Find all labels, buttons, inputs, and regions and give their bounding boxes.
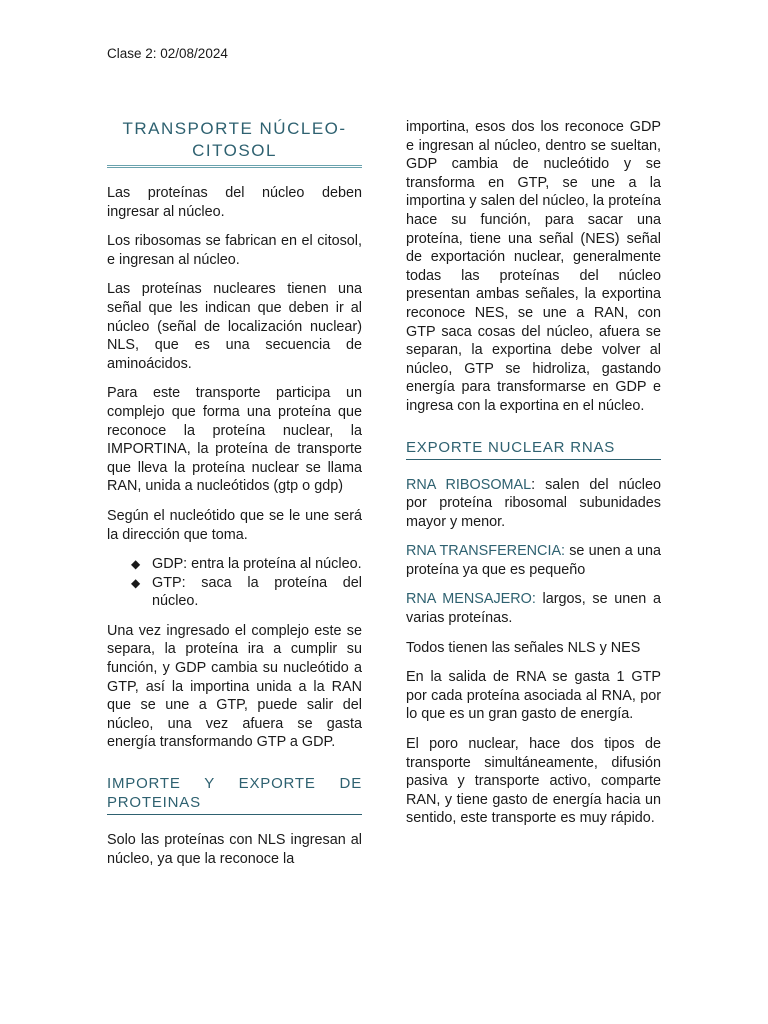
list-item [107, 574, 362, 611]
diamond-bullet-icon: ◆ [131, 557, 141, 572]
section-heading-import-export: IMPORTE Y EXPORTE DE PROTEINAS [107, 774, 362, 815]
paragraph: Una vez ingresado el complejo este se separa, la proteína ira a cumplir su función, y GDP cambia su nucleótido a GTP, así la importina unida a la RAN que se une a GTP, puede salir del núcleo, una vez afuera se gasta energía transformando GTP a GDP. [107, 622, 362, 751]
rna-messenger-text: largos, se unen a varias proteínas. [406, 591, 662, 627]
paragraph: Las proteínas del núcleo deben ingresar al núcleo. [107, 185, 362, 220]
paragraph: Solo las proteínas con NLS ingresan al núcleo, ya que la reconoce la [107, 832, 362, 867]
section-heading-rna-export: EXPORTE NUCLEAR RNAS [406, 438, 661, 460]
rna-transfer-text: se unen a una proteína ya que es pequeño [406, 543, 662, 578]
paragraph: En la salida de RNA se gasta 1 GTP por cada proteína asociada al RNA, por lo que es un gran gasto de energía. [406, 669, 661, 723]
rna-messenger-paragraph [406, 590, 661, 627]
bullet-list [107, 555, 362, 611]
paragraph: Las proteínas nucleares tienen una señal que les indican que deben ir al núcleo (señal de localización nuclear) NLS, que es una secuencia de aminoácidos. [107, 281, 362, 372]
diamond-bullet-icon: ◆ [131, 575, 141, 590]
paragraph: Todos tienen las señales NLS y NES [406, 639, 641, 656]
rna-ribosomal-text: : salen del núcleo por proteína ribosomal subunidades mayor y menor. [406, 476, 661, 530]
class-date-header: Clase 2: 02/08/2024 [107, 46, 228, 61]
paragraph: importina, esos dos los reconoce GDP e ingresan al núcleo, dentro se sueltan, GDP cambia de nucleótido y se transforma en GTP, se une a la importina y salen del núcleo, la proteína hace su función, para sacar una proteína, tiene una señal (NES) señal de exportación nuclear, generalmente todas las proteínas del núcleo presentan ambas señales, la exportina reconoce NES, se une a RAN, con GTP saca cosas del núcleo, afuera se separan, la exportina debe volver al núcleo, GTP se hidroliza, gastando energía para transformarse en GDP e ingresa con la exportina en el núcleo. [406, 119, 661, 414]
rna-transfer-paragraph [406, 542, 661, 579]
paragraph: Según el nucleótido que se le une será la dirección que toma. [107, 507, 362, 543]
list-item-text: GTP: saca la proteína del núcleo. [152, 574, 362, 610]
list-item [107, 555, 362, 574]
rna-ribosomal-label: RNA RIBOSOMAL [406, 476, 532, 493]
left-column [107, 118, 362, 879]
title-block [107, 118, 362, 168]
paragraph: El poro nuclear, hace dos tipos de transporte simultáneamente, difusión pasiva y transporte activo, comparte RAN, y tiene gasto de energía hacia un sentido, este transporte es muy rápido. [406, 736, 661, 827]
paragraph: Para este transporte participa un complejo que forma una proteína que reconoce la proteína nuclear, la IMPORTINA, la proteína de transporte que lleva la proteína nuclear se llama RAN, unida a nucleótidos (gtp o gdp) [107, 385, 362, 495]
rna-messenger-label: RNA MENSAJERO: [406, 591, 536, 608]
rna-transfer-label: RNA TRANSFERENCIA: [406, 543, 566, 560]
document-title: TRANSPORTE NÚCLEO-CITOSOL [107, 118, 362, 168]
rna-ribosomal-paragraph [406, 476, 661, 532]
right-column [406, 118, 661, 839]
paragraph: Los ribosomas se fabrican en el citosol, e ingresan al núcleo. [107, 233, 362, 268]
list-item-text: GDP: entra la proteína al núcleo. [152, 556, 362, 573]
